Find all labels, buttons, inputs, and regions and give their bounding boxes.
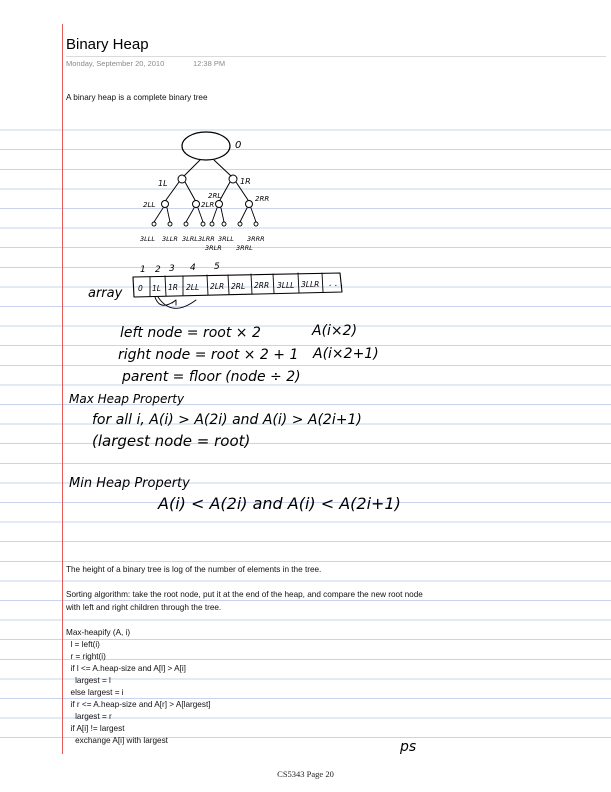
tree-leaf (152, 222, 156, 226)
scribble: ps (400, 739, 417, 755)
array-index: 4 (190, 263, 196, 273)
tree-edge (220, 182, 230, 200)
max-heap-title: Max Heap Property (69, 392, 185, 406)
array-cell: 2RR (254, 281, 270, 290)
array-diagram (88, 262, 343, 308)
array-index: 5 (214, 262, 220, 272)
tree-leaf (201, 222, 205, 226)
tree-label: 0 (235, 140, 242, 151)
page-time: 12:38 PM (193, 59, 226, 68)
array-child-arrows (155, 297, 196, 308)
tree-leaf (168, 222, 172, 226)
right-node-formula: right node = root × 2 + 1 (118, 347, 299, 363)
array-cell: . . . (329, 279, 344, 289)
code-line[interactable]: l = left(i) (66, 640, 100, 649)
page-title[interactable]: Binary Heap (66, 36, 149, 53)
tree-label: 1L (158, 179, 168, 188)
tree-leaf (254, 222, 258, 226)
tree-edge (166, 182, 179, 200)
page-date: Monday, September 20, 2010 (66, 59, 165, 68)
height-note[interactable]: The height of a binary tree is log of the number of elements in the tree. (66, 565, 322, 574)
min-heap-title: Min Heap Property (69, 476, 190, 491)
tree-label: 3LLL (140, 235, 155, 243)
max-heap-rule: for all i, A(i) > A(2i) and A(i) > A(2i+1) (92, 412, 362, 428)
code-line[interactable]: r = right(i) (66, 652, 106, 661)
tree-leaf-edges (154, 208, 256, 222)
tree-diagram (140, 132, 269, 252)
tree-label: 2RR (255, 195, 270, 203)
tree-label: 3LRR (198, 235, 215, 243)
tree-leaf (210, 222, 214, 226)
array-cell: 2LL (186, 283, 200, 292)
array-index: 1 (140, 265, 146, 275)
array-cell: 0 (138, 284, 143, 293)
tree-leaf (222, 222, 226, 226)
array-cell: 3LLL (277, 281, 295, 290)
array-cell: 2RL (231, 282, 246, 291)
tree-label: 3LLR (162, 235, 178, 243)
page-footer: CS5343 Page 20 (277, 769, 334, 779)
code-line[interactable]: else largest = i (66, 688, 124, 697)
array-label: array (88, 286, 123, 301)
code-line[interactable]: largest = l (66, 676, 111, 685)
array-cell: 1L (152, 284, 161, 293)
tree-label: 1R (240, 177, 251, 186)
array-index: 3 (169, 264, 175, 274)
max-heap-note: (largest node = root) (92, 432, 251, 450)
tree-label: 3RRR (247, 235, 265, 243)
code-line[interactable]: if l <= A.heap-size and A[l] > A[i] (66, 664, 186, 673)
code-line[interactable]: exchange A[i] with largest (66, 736, 168, 745)
tree-label: 2LR (201, 201, 215, 209)
sorting-note-line-1[interactable]: Sorting algorithm: take the root node, put it at the end of the heap, and compare the new root node (66, 590, 423, 599)
tree-node (162, 201, 169, 208)
min-heap-rule: A(i) < A(2i) and A(i) < A(2i+1) (158, 494, 401, 513)
tree-label: 2RL (208, 192, 222, 200)
tree-edge (185, 182, 195, 200)
sorting-note-line-2[interactable]: with left and right children through the tree. (66, 603, 222, 612)
tree-node (246, 201, 253, 208)
tree-label: 3RLR (205, 244, 222, 252)
tree-edge (184, 160, 200, 176)
tree-edge (214, 160, 231, 176)
tree-node (216, 201, 223, 208)
tree-node (193, 201, 200, 208)
array-cell: 3LLR (301, 280, 320, 289)
tree-label: 3LRL (182, 235, 198, 243)
tree-leaf (238, 222, 242, 226)
code-line[interactable]: if A[i] != largest (66, 724, 125, 733)
tree-leaf (184, 222, 188, 226)
code-line[interactable]: if r <= A.heap-size and A[r] > A[largest] (66, 700, 211, 709)
parent-formula: parent = floor (node ÷ 2) (122, 369, 301, 385)
code-line[interactable]: Max-heapify (A, i) (66, 628, 131, 637)
tree-label: 2LL (143, 201, 156, 209)
array-cell: 1R (168, 283, 178, 292)
tree-root-node (182, 132, 230, 160)
intro-text[interactable]: A binary heap is a complete binary tree (66, 93, 208, 102)
array-index: 2 (155, 265, 161, 275)
left-node-formula: left node = root × 2 (120, 325, 261, 341)
tree-label: 3RRL (236, 244, 253, 252)
left-node-index: A(i×2) (312, 323, 358, 339)
tree-label: 3RLL (218, 235, 234, 243)
code-line[interactable]: largest = r (66, 712, 112, 721)
array-cell: 2LR (210, 282, 225, 291)
right-node-index: A(i×2+1) (313, 346, 379, 362)
